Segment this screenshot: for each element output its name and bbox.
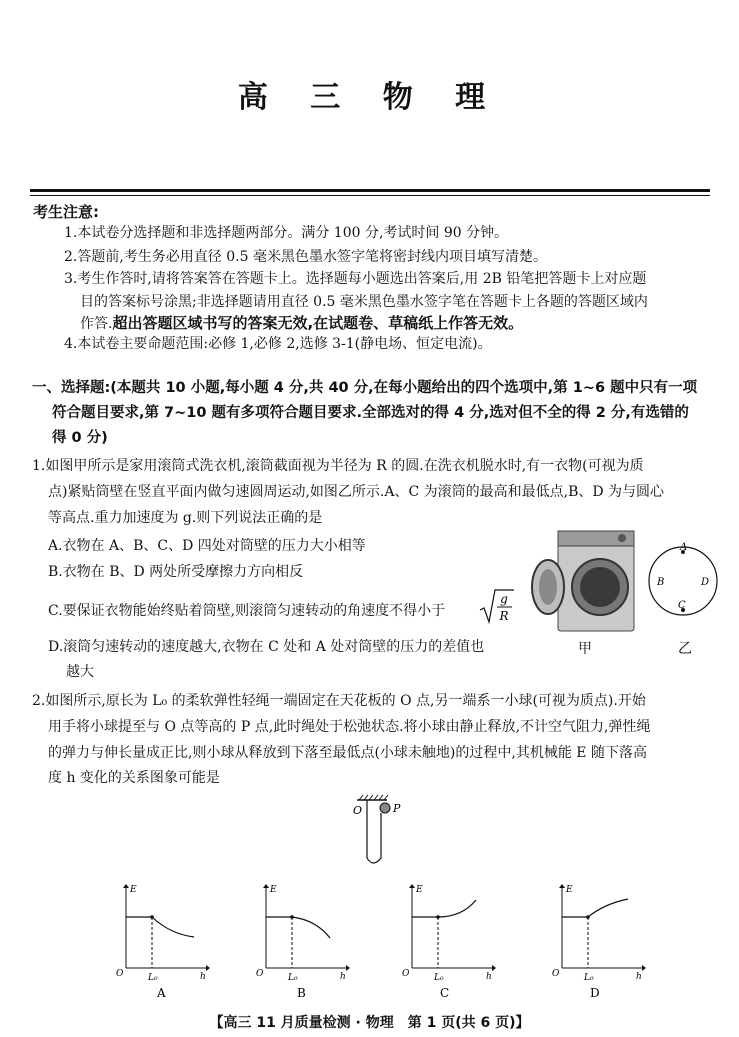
y-label: E	[130, 885, 137, 895]
y-label: E	[416, 885, 423, 895]
notice-item-4: 4.本试卷主要命题范围:必修 1,必修 2,选修 3-1(静电场、恒定电流)。	[64, 336, 492, 352]
x-label: h	[486, 972, 492, 982]
origin-label: O	[256, 969, 264, 979]
ball	[380, 803, 390, 813]
graph-label: B	[297, 986, 306, 1000]
tick-label: L₀	[434, 973, 444, 983]
notice-item-3-cont: 目的答案标号涂黑;非选择题请用直径 0.5 毫米黑色墨水签字笔在答题卡上各题的答题区域内	[80, 294, 648, 310]
section-heading-line-1: 一、选择题:(本题共 10 小题,每小题 4 分,共 40 分,在每小题给出的四个选项中,第 1~6 题中只有一项	[32, 380, 698, 396]
label-a: A	[680, 542, 688, 553]
break-point	[290, 915, 294, 919]
graph-label: C	[440, 986, 450, 1000]
break-point	[150, 915, 154, 919]
door-glass	[539, 569, 557, 605]
y-label: E	[270, 885, 277, 895]
q1-sqrt-expression	[478, 588, 514, 626]
x-label: h	[636, 972, 642, 982]
notice-heading: 考生注意:	[33, 203, 99, 221]
q1-option-d: D.滚筒匀速转动的速度越大,衣物在 C 处和 A 处对筒壁的压力的差值也	[48, 639, 485, 655]
header-rule-thick	[30, 189, 710, 192]
q2-stem-1: 2.如图所示,原长为 L₀ 的柔软弹性轻绳一端固定在天花板的 O 点,另一端系一小球(可视为质点).开始	[32, 693, 646, 709]
sqrt-sign	[480, 590, 514, 622]
section-heading-line-2: 符合题目要求,第 7~10 题有多项符合题目要求.全部选对的得 4 分,选对但不全的得 2 分,有选错的	[52, 405, 689, 421]
y-arrow	[559, 884, 565, 888]
curve	[412, 900, 476, 917]
x-label: h	[340, 972, 346, 982]
graph-a	[110, 880, 210, 1000]
x-arrow	[642, 965, 646, 971]
elastic-rope-diagram	[345, 790, 405, 870]
notice-bold-warning: 超出答题区域书写的答案无效,在试题卷、草稿纸上作答无效。	[112, 314, 524, 332]
y-arrow	[123, 884, 129, 888]
q1-stem-2: 点)紧贴筒壁在竖直平面内做匀速圆周运动,如图乙所示.A、C 为滚筒的最高和最低点,B、D 为与圆心	[48, 484, 665, 500]
x-label: h	[200, 972, 206, 982]
figure-jia-label: 甲	[578, 641, 592, 657]
notice-item-3-end: 作答.超出答题区域书写的答案无效,在试题卷、草稿纸上作答无效。	[80, 314, 524, 332]
label-d: D	[701, 577, 710, 588]
sqrt-numerator: g	[500, 592, 508, 606]
notice-item-3: 3.考生作答时,请将答案答在答题卡上。选择题每小题选出答案后,用 2B 铅笔把答题卡上对应题	[64, 271, 647, 287]
y-arrow	[409, 884, 415, 888]
graph-c	[396, 880, 496, 1000]
break-point	[586, 915, 590, 919]
x-arrow	[206, 965, 210, 971]
graph-b	[250, 880, 350, 1000]
q2-stem-2: 用手将小球提至与 O 点等高的 P 点,此时绳处于松弛状态.将小球由静止释放,不计空气阻力,弹性绳	[48, 719, 651, 735]
tick-label: L₀	[288, 973, 298, 983]
q1-stem-1: 1.如图甲所示是家用滚筒式洗衣机,滚筒截面视为半径为 R 的圆.在洗衣机脱水时,有一衣物(可视为质	[32, 458, 644, 474]
curve	[126, 917, 194, 937]
q1-option-a: A.衣物在 A、B、C、D 四处对筒壁的压力大小相等	[48, 538, 366, 554]
page-footer: 【高三 11 月质量检测 · 物理 第 1 页(共 6 页)】	[209, 1015, 530, 1031]
figure-yi-label: 乙	[678, 641, 692, 657]
q2-stem-4: 度 h 变化的关系图象可能是	[48, 770, 220, 786]
notice-item-2: 2.答题前,考生务必用直径 0.5 毫米黑色墨水签字笔将密封线内项目填写清楚。	[64, 249, 547, 265]
q1-option-d-cont: 越大	[66, 664, 94, 680]
tick-label: L₀	[148, 973, 158, 983]
q1-option-c: C.要保证衣物能始终贴着筒壁,则滚筒匀速转动的角速度不得小于	[48, 603, 446, 619]
q1-option-b: B.衣物在 B、D 两处所受摩擦力方向相反	[48, 564, 304, 580]
break-point	[436, 915, 440, 919]
label-p: P	[393, 802, 401, 815]
drum	[580, 567, 620, 607]
origin-label: O	[552, 969, 560, 979]
section-heading-line-3: 得 0 分)	[52, 430, 108, 446]
sqrt-denominator: R	[499, 609, 509, 623]
notice-item-1: 1.本试卷分选择题和非选择题两部分。满分 100 分,考试时间 90 分钟。	[64, 225, 509, 241]
graph-label: A	[157, 986, 166, 1000]
graph-d	[546, 880, 646, 1000]
q1-stem-3: 等高点.重力加速度为 g.则下列说法正确的是	[48, 510, 323, 526]
y-label: E	[566, 885, 573, 895]
curve	[562, 899, 628, 917]
origin-label: O	[116, 969, 124, 979]
page-title: 高 三 物 理	[237, 80, 502, 115]
y-arrow	[263, 884, 269, 888]
q2-stem-3: 的弹力与伸长量成正比,则小球从释放到下落至最低点(小球未触地)的过程中,其机械能 E 随下落高	[48, 745, 647, 761]
graph-label: D	[590, 986, 600, 1000]
header-rule-thin	[30, 195, 710, 196]
label-b: B	[657, 577, 665, 588]
label-c: C	[678, 600, 686, 611]
x-arrow	[346, 965, 350, 971]
slack-rope	[367, 800, 381, 863]
x-arrow	[492, 965, 496, 971]
drum-cross-section-diagram	[647, 538, 719, 628]
origin-label: O	[402, 969, 410, 979]
label-o: O	[353, 804, 363, 817]
control-knob	[618, 534, 626, 542]
washing-machine-image	[530, 527, 640, 637]
tick-label: L₀	[584, 973, 594, 983]
curve	[266, 917, 330, 938]
